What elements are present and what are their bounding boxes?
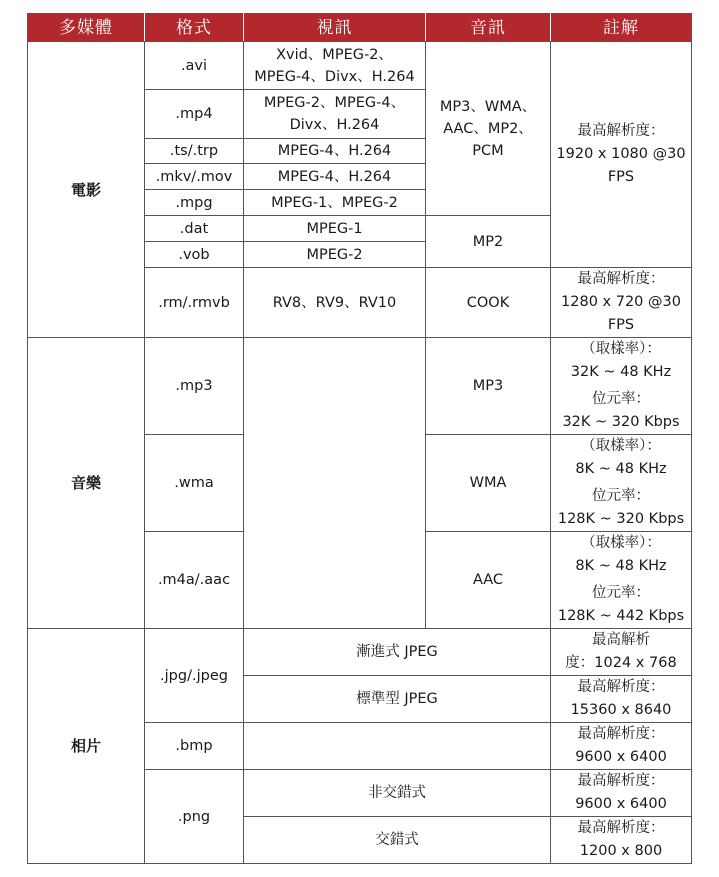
audio-cell: MP3、WMA、 AAC、MP2、 PCM: [426, 42, 551, 216]
table-row: [28, 629, 692, 676]
note-cell: （取樣率）： 8K ~ 48 KHz 位元率： 128K ~ 320 Kbps: [551, 435, 692, 532]
video-cell: Xvid、MPEG-2、 MPEG-4、Divx、H.264: [244, 42, 426, 90]
video-cell: MPEG-1、MPEG-2: [244, 190, 426, 216]
audio-cell: MP2: [426, 216, 551, 268]
format-cell: .mkv/.mov: [145, 164, 244, 190]
note-cell: 最高解析度： 1200 x 800: [551, 817, 692, 864]
note-cell: 最高解析度： 9600 x 6400: [551, 723, 692, 770]
note-cell: （取樣率）： 32K ~ 48 KHz 位元率： 32K ~ 320 Kbps: [551, 338, 692, 435]
table-row: [28, 338, 692, 435]
note-cell: 最高解析度： 15360 x 8640: [551, 676, 692, 723]
video-cell-empty: [244, 338, 426, 629]
photo-type-cell: 交錯式: [244, 817, 551, 864]
format-cell: .rm/.rmvb: [145, 268, 244, 338]
category-photo: 相片: [28, 629, 145, 864]
note-cell: 最高解析度： 9600 x 6400: [551, 770, 692, 817]
header-audio: 音訊: [426, 14, 551, 42]
header-note: 註解: [551, 14, 692, 42]
category-music: 音樂: [28, 338, 145, 629]
note-cell: 最高解析 度：1024 x 768: [551, 629, 692, 676]
video-cell: MPEG-1: [244, 216, 426, 242]
photo-type-cell: 標準型 JPEG: [244, 676, 551, 723]
format-cell: .dat: [145, 216, 244, 242]
media-format-table: [27, 13, 692, 864]
format-cell: .wma: [145, 435, 244, 532]
video-cell: MPEG-4、H.264: [244, 164, 426, 190]
format-cell: .avi: [145, 42, 244, 90]
video-cell: MPEG-2: [244, 242, 426, 268]
category-movie: 電影: [28, 42, 145, 338]
audio-cell: WMA: [426, 435, 551, 532]
photo-type-cell: 非交錯式: [244, 770, 551, 817]
note-cell: 最高解析度： 1920 x 1080 @30 FPS: [551, 42, 692, 268]
header-video: 視訊: [244, 14, 426, 42]
table-row: [28, 42, 692, 90]
video-cell: MPEG-4、H.264: [244, 139, 426, 164]
format-cell: .mpg: [145, 190, 244, 216]
audio-cell: AAC: [426, 532, 551, 629]
header-row: [28, 14, 692, 42]
format-cell: .mp4: [145, 90, 244, 139]
format-cell: .bmp: [145, 723, 244, 770]
format-cell: .jpg/.jpeg: [145, 629, 244, 723]
format-cell: .png: [145, 770, 244, 864]
header-media-type: 多媒體: [28, 14, 145, 42]
format-cell: .vob: [145, 242, 244, 268]
note-cell: 最高解析度： 1280 x 720 @30 FPS: [551, 268, 692, 338]
audio-cell: COOK: [426, 268, 551, 338]
format-cell: .mp3: [145, 338, 244, 435]
video-cell: MPEG-2、MPEG-4、 Divx、H.264: [244, 90, 426, 139]
photo-type-cell: 漸進式 JPEG: [244, 629, 551, 676]
note-cell: （取樣率）： 8K ~ 48 KHz 位元率： 128K ~ 442 Kbps: [551, 532, 692, 629]
audio-cell: MP3: [426, 338, 551, 435]
photo-type-cell-empty: [244, 723, 551, 770]
header-format: 格式: [145, 14, 244, 42]
format-cell: .m4a/.aac: [145, 532, 244, 629]
video-cell: RV8、RV9、RV10: [244, 268, 426, 338]
format-cell: .ts/.trp: [145, 139, 244, 164]
